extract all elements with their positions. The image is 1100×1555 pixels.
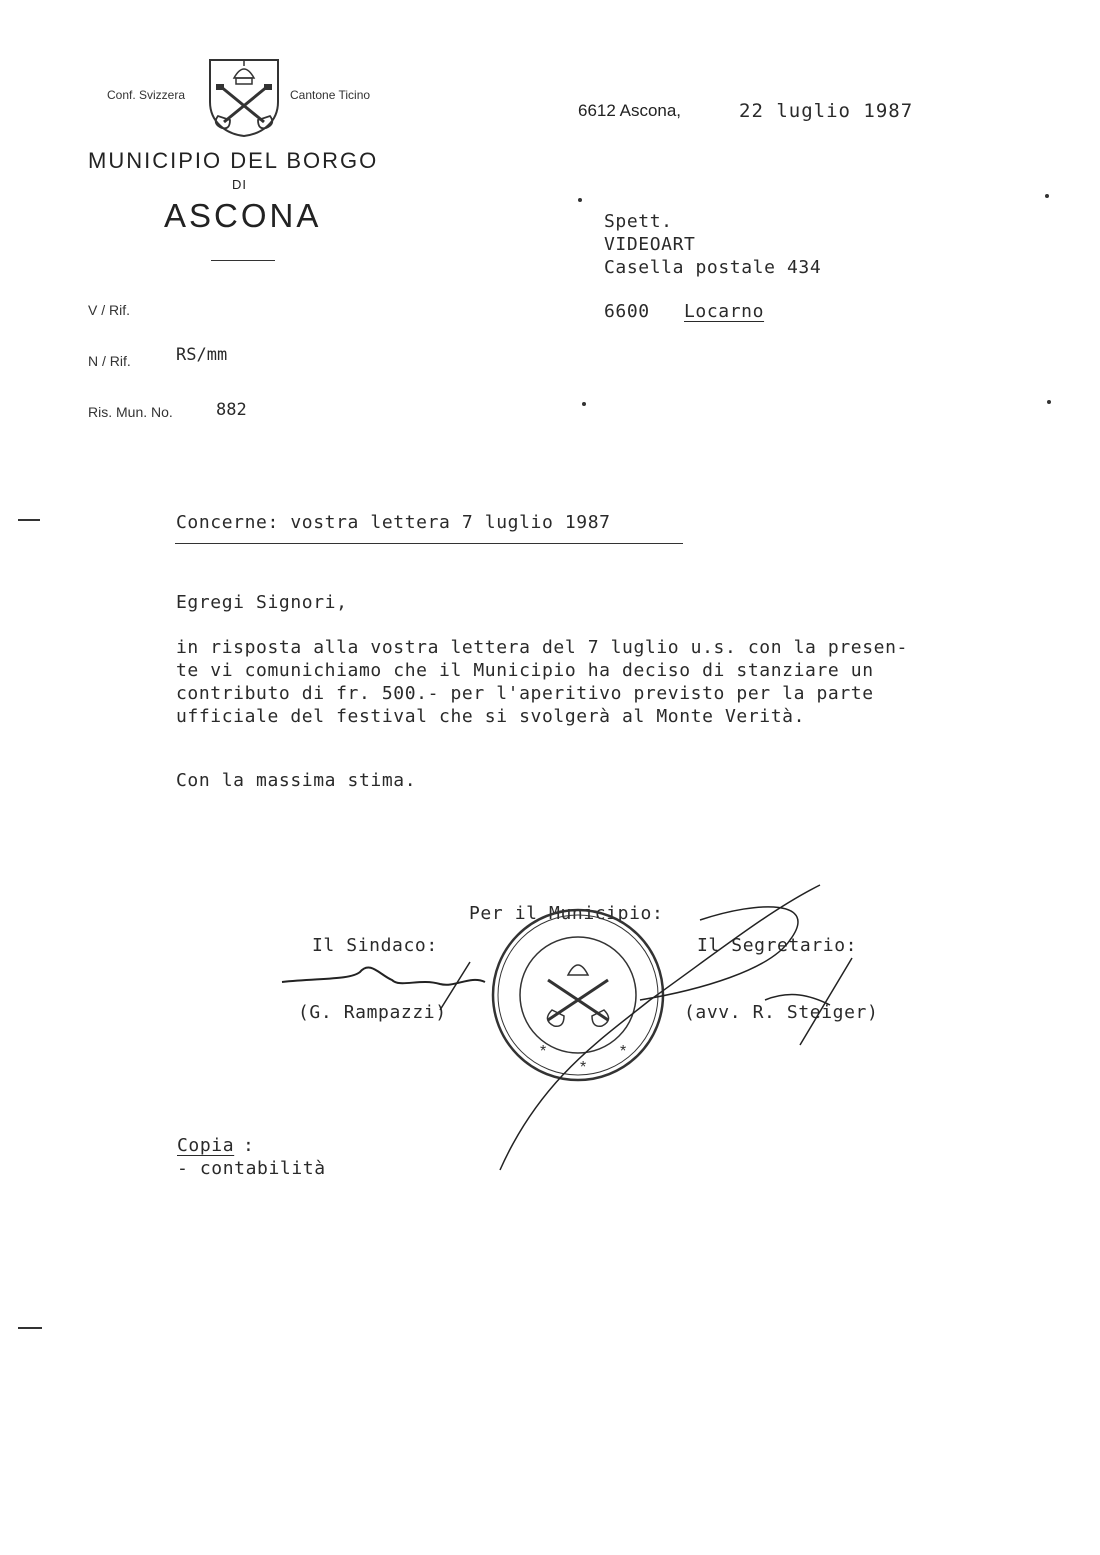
- recipient-line2: VIDEOART: [604, 234, 696, 255]
- secretary-signature: [500, 885, 820, 1170]
- secretary-name: (avv. R. Steiger): [684, 1002, 879, 1023]
- official-seal-icon: [493, 910, 663, 1080]
- svg-text:*: *: [580, 1059, 587, 1076]
- ris-mun-value: 882: [216, 400, 247, 420]
- org-name-line2: DI: [232, 177, 247, 192]
- secretary-signature-mark: [765, 958, 852, 1045]
- copy-item: - contabilità: [177, 1158, 326, 1179]
- org-name-line1: MUNICIPIO DEL BORGO: [88, 148, 379, 173]
- body-line: te vi comunichiamo che il Municipio ha deciso di stanziare un: [176, 660, 874, 681]
- header-right-label: Cantone Ticino: [290, 88, 371, 102]
- salutation: Egregi Signori,: [176, 592, 348, 613]
- mayor-signature: [282, 967, 485, 984]
- copy-label-colon: :: [243, 1135, 255, 1156]
- body-line: contributo di fr. 500.- per l'aperitivo previsto per la parte: [176, 683, 874, 704]
- body-line: ufficiale del festival che si svolgerà al Monte Verità.: [176, 706, 806, 727]
- recipient-city: Locarno: [684, 301, 765, 322]
- closing: Con la massima stima.: [176, 770, 417, 791]
- body-line: in risposta alla vostra lettera del 7 luglio u.s. con la presen-: [176, 637, 908, 658]
- svg-text:*: *: [540, 1043, 547, 1060]
- org-name-line3: ASCONA: [164, 197, 322, 234]
- mayor-title: Il Sindaco:: [312, 935, 438, 956]
- mayor-signature-tail: [440, 962, 470, 1010]
- subject-line: Concerne: vostra lettera 7 luglio 1987: [176, 512, 611, 533]
- recipient-line1: Spett.: [604, 211, 673, 232]
- secretary-title: Il Segretario:: [697, 935, 858, 956]
- copy-label: Copia: [177, 1135, 235, 1156]
- header-left-label: Conf. Svizzera: [107, 88, 186, 102]
- for-municipality-label: Per il Municipio:: [469, 903, 664, 924]
- recipient-line3: Casella postale 434: [604, 257, 822, 278]
- date-place: 6612 Ascona,: [578, 101, 682, 120]
- v-rif-label: V / Rif.: [88, 302, 131, 318]
- n-rif-value: RS/mm: [176, 345, 228, 365]
- svg-text:*: *: [620, 1043, 627, 1060]
- ris-mun-label: Ris. Mun. No.: [88, 404, 173, 420]
- n-rif-label: N / Rif.: [88, 353, 131, 369]
- mayor-name: (G. Rampazzi): [298, 1002, 447, 1023]
- recipient-postcode: 6600: [604, 301, 650, 322]
- letter-date: 22 luglio 1987: [739, 100, 914, 122]
